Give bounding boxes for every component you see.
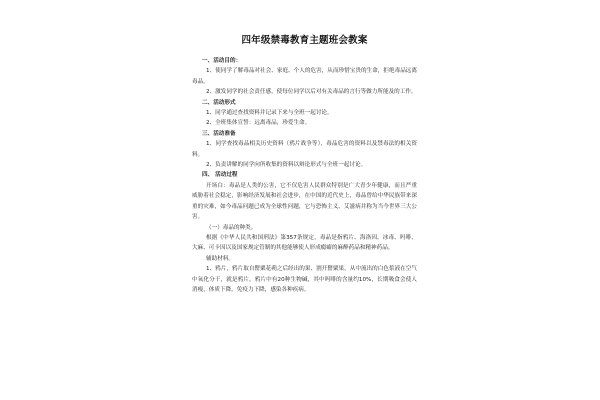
paragraph: 1、鸦片，鸦片取自罂粟花蒴之后经出的果、割开罂粟果，从中流出的白色浆液在空气中氧化分干，就是鸦片，鸦片中有20种生物碱，其中吗啡的含量约10%，长期吸食会使人消瘦，体质下降，免疫力下降，感染各种疾病。 — [192, 266, 417, 293]
document-title: 四年级禁毒教育主题班会教案 — [241, 35, 368, 46]
paragraph: 辅助材料。 — [206, 255, 234, 262]
paragraph: 根据《中华人民共和国刑法》第357条规定，毒品是指鸦片、海洛因、冰毒、吗啡、大麻、可卡因以及国家规定管制的其他能够使人形成瘾癖的麻醉药品和精神药品。 — [192, 234, 417, 252]
paragraph: 2、负责讲解的同学向所收集的资料以辩论形式与全班一起讨论。 — [206, 162, 367, 169]
paragraph: 1、同学通过查找资料并记录下来与全班一起讨论。 — [206, 110, 333, 117]
section-heading-process: 四、 活动过程 — [202, 172, 238, 179]
section-heading-format: 二、活动形式 — [202, 99, 236, 106]
paragraph: 2、全班集体宣誓：远离毒品，珍爱生命。 — [206, 120, 311, 127]
paragraph: 开场白：毒品是人类的公害，它不仅危害人民群众特别是广大青少年健康，而且严重威胁着社会稳定，影响经济发展和社会进步，在中国的近代史上，毒品曾给中华民族带来深重的灾难，如今毒品问题已成为全球性问题，它与恐怖主义、艾滋病并称为当今世界三大公害。 — [192, 182, 417, 221]
section-heading-preparation: 三、活动准备 — [202, 130, 236, 137]
paragraph: （一）毒品的种类。 — [206, 224, 257, 231]
paragraph: 2、激发同学的社会责任感，使每位同学以后对有关毒品的言行等做力所能及的工作。 — [206, 89, 417, 96]
paragraph: 1、使同学了解毒品对社会、家庭、个人的危害，从而珍惜宝贵的生命，拒绝毒品远离毒品。 — [192, 68, 417, 85]
section-heading-purpose: 一、活动目的： — [202, 58, 242, 64]
paragraph: 1、同学查找毒品相关历史资料（鸦片战争等），毒品危害的资料以及禁毒法的相关资料。 — [192, 141, 417, 158]
